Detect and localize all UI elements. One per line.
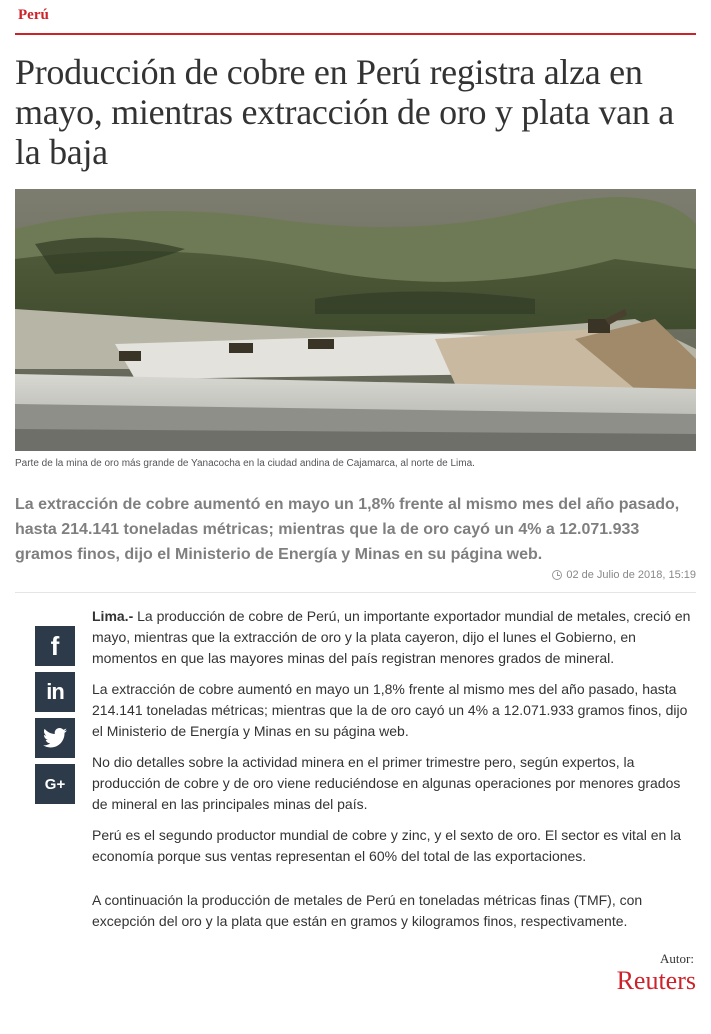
share-facebook-button[interactable] bbox=[35, 626, 75, 666]
author-label: Autor: bbox=[660, 951, 694, 966]
paragraph: A continuación la producción de metales de Perú en toneladas métricas finas (TMF), con excepción del oro y la plata que están en gramos y kilogramos finos, respectivamente. bbox=[92, 892, 643, 929]
publish-date bbox=[552, 569, 696, 581]
article-lead: La extracción de cobre aumentó en mayo un 1,8% frente al mismo mes del año pasado, hasta 214.141 toneladas métricas; mientras que la de oro cayó un 4% a 12.071.933 gramos finos, dijo el Ministerio de Energía y Minas en su página web. bbox=[15, 496, 680, 563]
share-twitter-button[interactable] bbox=[35, 718, 75, 758]
article-title: Producción de cobre en Perú registra alza en mayo, mientras extracción de oro y plata van a la baja bbox=[15, 52, 674, 172]
linkedin-icon: in bbox=[46, 679, 64, 704]
dateline: Lima.- bbox=[92, 608, 134, 624]
paragraph: Lima.- La producción de cobre de Perú, un importante exportador mundial de metales, creció en mayo, mientras que la extracción de oro y la plata cayeron, dijo el lunes el Gobierno, en momentos en que las mayores minas del país registran menores grados de mineral. bbox=[92, 608, 691, 666]
publish-date-text: 02 de Julio de 2018, 15:19 bbox=[566, 569, 696, 581]
google-plus-icon: G+ bbox=[44, 775, 66, 793]
paragraph: No dio detalles sobre la actividad minera en el primer trimestre pero, según expertos, la producción de cobre y de oro viene reduciéndose en algunas operaciones por menores grados de mineral en las principales minas del país. bbox=[92, 754, 681, 812]
section-link-peru[interactable]: Perú bbox=[18, 7, 49, 23]
twitter-icon bbox=[43, 728, 67, 748]
author-link[interactable]: Reuters bbox=[616, 966, 696, 995]
section-header bbox=[15, 0, 696, 35]
share-linkedin-button[interactable] bbox=[35, 672, 75, 712]
share-google-plus-button[interactable] bbox=[35, 764, 75, 804]
clock-icon bbox=[552, 570, 562, 580]
paragraph: La extracción de cobre aumentó en mayo un 1,8% frente al mismo mes del año pasado, hasta 214.141 toneladas métricas; mientras que la de oro cayó un 4% a 12.071.933 gramos finos, dijo el Ministerio de Energía y Minas en su página web. bbox=[92, 681, 688, 739]
divider bbox=[15, 592, 696, 593]
image-caption: Parte de la mina de oro más grande de Yanacocha en la ciudad andina de Cajamarca, al norte de Lima. bbox=[15, 458, 475, 469]
article-body bbox=[92, 606, 696, 942]
paragraph: Perú es el segundo productor mundial de cobre y zinc, y el sexto de oro. El sector es vital en la economía porque sus ventas representan el 60% del total de las exportaciones. bbox=[92, 827, 682, 864]
facebook-icon: f bbox=[50, 631, 60, 661]
article-photo bbox=[15, 189, 696, 451]
